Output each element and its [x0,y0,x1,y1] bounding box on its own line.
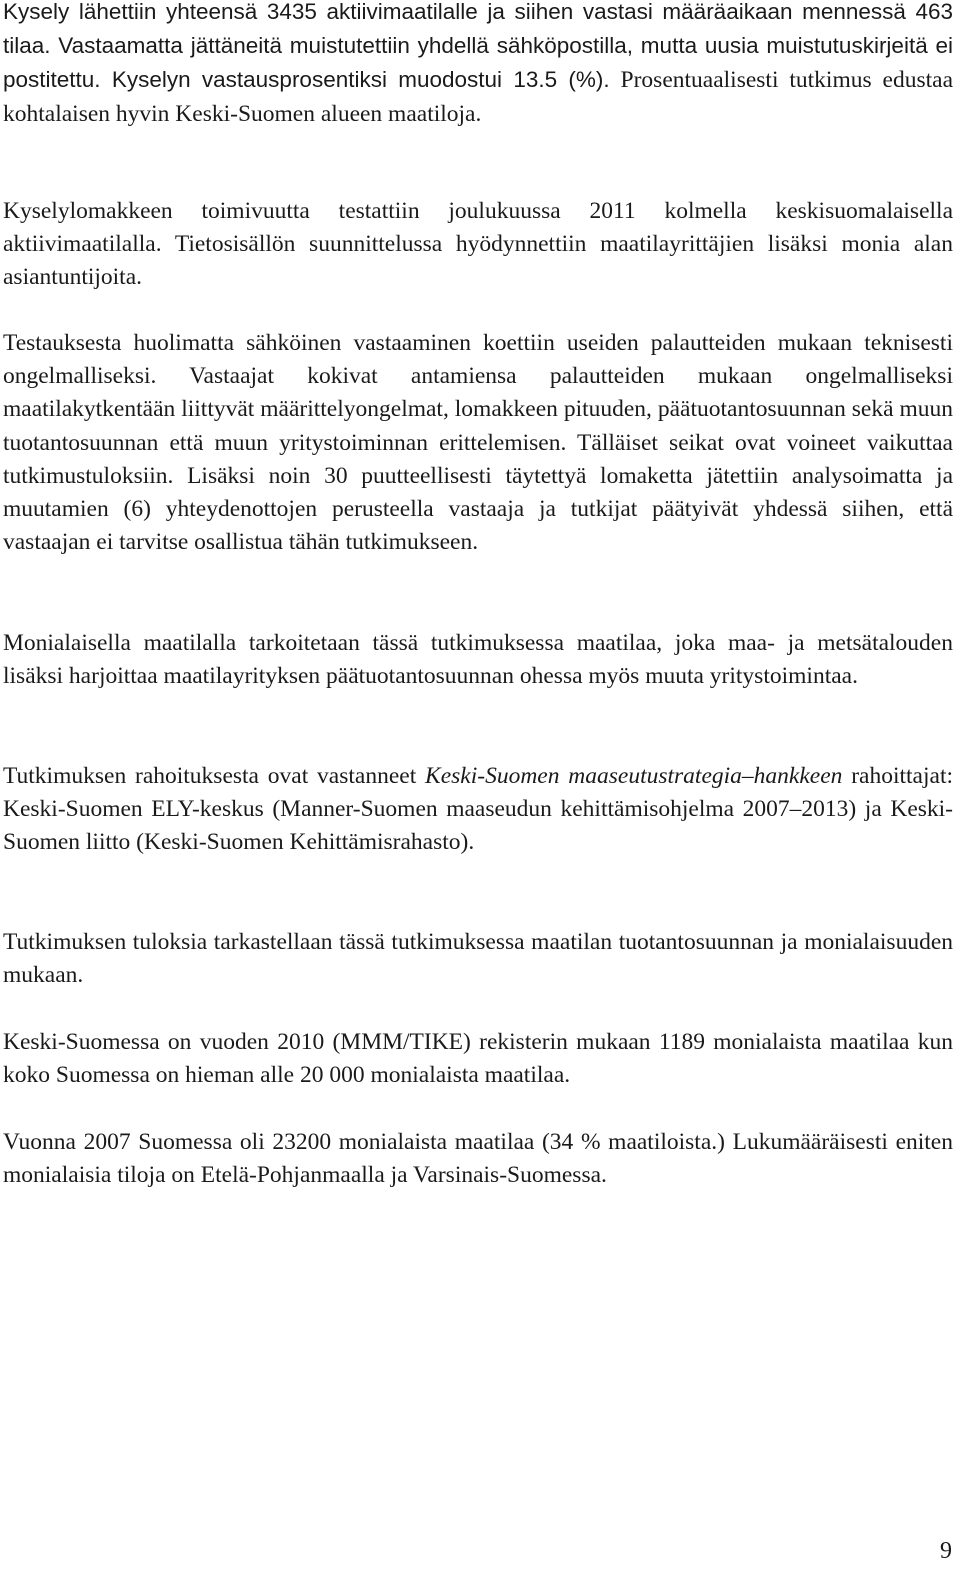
paragraph-results-review: Tutkimuksen tuloksia tarkastellaan tässä tutkimuksessa maatilan tuotantosuunnan ja monialaisuuden mukaan. [3,929,953,989]
paragraph-multisector-farm-definition: Monialaisella maatilalla tarkoitetaan tässä tutkimuksessa maatilaa, joka maa- ja metsätalouden lisäksi harjoittaa maatilayrityksen päätuotantosuunnan ohessa myös muuta yritystoimintaa. [3,630,953,690]
paragraph-research-funding-intro: Tutkimuksen rahoituksesta ovat vastanneet [3,763,426,789]
paragraph-survey-response-serif-text: Prosentuaalisesti tutkimus edustaa kohtalaisen hyvin Keski-Suomen alueen maatiloja. [3,67,953,127]
paragraph-central-finland-count: Keski-Suomessa on vuoden 2010 (MMM/TIKE) rekisterin mukaan 1189 monialaista maatilaa kun koko Suomessa on hieman alle 20 000 monialaista maatilaa. [3,1029,953,1089]
paragraph-research-funding-rest: rahoittajat: Keski-Suomen ELY-keskus (Manner-Suomen maaseudun kehittämisohjelma 2007–2013) ja Keski-Suomen liitto (Keski-Suomen Kehittämisrahasto). [3,763,954,856]
paragraph-survey-response [3,0,953,131]
project-name-italic: Keski-Suomen maaseutustrategia–hankkeen [425,763,843,789]
paragraph-form-testing-first-sentence: Kyselylomakkeen toimivuutta testattiin joulukuussa 2011 kolmella keskisuomalaisella aktiivimaatilalla. [3,198,953,258]
paragraph-electronic-response-issues: Testauksesta huolimatta sähköinen vastaaminen koettiin useiden palautteiden mukaan teknisesti ongelmalliseksi. Vastaajat kokivat antamiensa palautteiden mukaan ongelmalliseksi maatilakytkentään liittyvät määrittelyongelmat, lomakkeen pituuden, päätuotantosuunnan sekä muun tuotantosuunnan että muun yritystoiminnan erittelemisen. Tälläiset seikat ovat voineet vaikuttaa tutkimustuloksiin. Lisäksi noin 30 puutteellisesti täytettyä lomaketta jätettiin analysoimatta ja muutamien (6) yhteydenottojen perusteella vastaaja ja tutkijat päätyivät yhdessä siihen, että vastaajan ei tarvitse osallistua tähän tutkimukseen. [3,330,953,556]
page-number: 9 [940,1538,952,1564]
paragraph-research-funding [3,760,953,860]
paragraph-form-testing-second-sentence: Tietosisällön suunnittelussa hyödynnettiin maatilayrittäjien lisäksi monia alan asiantuntijoita. [3,231,953,291]
paragraph-finland-2007-count: Vuonna 2007 Suomessa oli 23200 monialaista maatilaa (34 % maatiloista.) Lukumääräisesti eniten monialaisia tiloja on Etelä-Pohjanmaalla ja Varsinais-Suomessa. [3,1129,953,1189]
paragraph-survey-response-sans-text: Kysely lähettiin yhteensä 3435 aktiivimaatilalle ja siihen vastasi määräaikaan mennessä 463 tilaa. Vastaamatta jättäneitä muistutettiin yhdellä sähköpostilla, mutta uusia muistutuskirjeitä ei postitettu. Kyselyn vastausprosentiksi muodostui 13.5 (%). [3,0,953,93]
paragraph-form-testing [3,195,953,295]
